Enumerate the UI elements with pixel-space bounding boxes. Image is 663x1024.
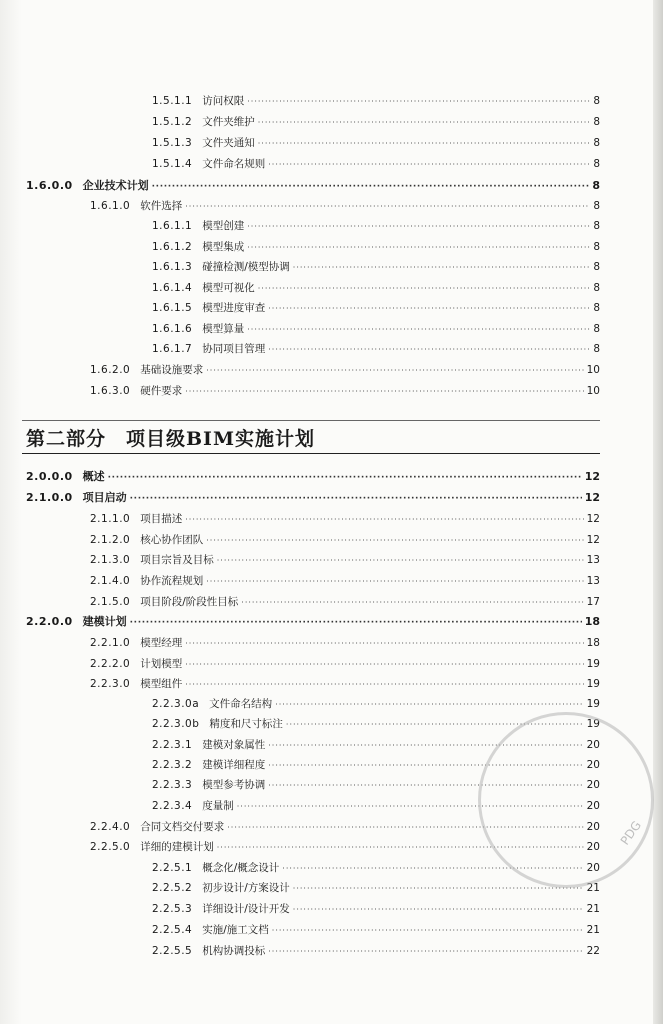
toc-entry-number: 2.2.0.0 bbox=[26, 615, 73, 628]
toc-entry-title: 计划模型 bbox=[140, 658, 183, 670]
toc-entry-number: 1.6.1.5 bbox=[152, 302, 193, 314]
toc-entry bbox=[152, 322, 600, 336]
toc-entry-page-number: 19 bbox=[586, 718, 600, 730]
page-left-shadow bbox=[0, 0, 22, 1024]
toc-entry-title: 项目阶段/阶段性目标 bbox=[140, 596, 239, 608]
toc-entry-number: 2.2.3.0a bbox=[152, 698, 200, 710]
toc-entry bbox=[152, 240, 600, 254]
toc-entry-title: 碰撞检测/模型协调 bbox=[202, 261, 290, 273]
toc-entry-title: 模型可视化 bbox=[202, 282, 255, 294]
toc-entry bbox=[90, 553, 600, 567]
toc-leader-dots bbox=[206, 364, 583, 378]
toc-leader-dots bbox=[247, 241, 590, 255]
toc-entry-page-number: 8 bbox=[592, 179, 600, 192]
toc-leader-dots bbox=[258, 282, 591, 296]
toc-leader-dots bbox=[217, 554, 584, 568]
toc-entry-title: 概念化/概念设计 bbox=[202, 862, 280, 874]
toc-entry bbox=[90, 574, 600, 588]
toc-entry-title: 精度和尺寸标注 bbox=[209, 718, 283, 730]
toc-entry-title: 项目启动 bbox=[82, 491, 127, 504]
toc-entry-page-number: 12 bbox=[584, 491, 600, 504]
toc-entry bbox=[152, 902, 600, 916]
toc-entry-page-number: 8 bbox=[593, 241, 600, 253]
toc-entry-page-number: 19 bbox=[586, 678, 600, 690]
toc-entry-number: 1.5.1.3 bbox=[152, 137, 193, 149]
toc-leader-dots bbox=[206, 534, 583, 548]
toc-entry bbox=[152, 881, 600, 895]
toc-entry-page-number: 8 bbox=[593, 343, 600, 355]
toc-entry bbox=[152, 157, 600, 171]
toc-entry bbox=[90, 657, 600, 671]
toc-leader-dots bbox=[130, 616, 582, 630]
toc-entry bbox=[152, 697, 600, 711]
toc-leader-dots bbox=[268, 945, 583, 959]
toc-entry-page-number: 20 bbox=[586, 779, 600, 791]
toc-entry-number: 1.6.2.0 bbox=[90, 364, 131, 376]
toc-entry-page-number: 8 bbox=[593, 220, 600, 232]
toc-entry-page-number: 8 bbox=[593, 137, 600, 149]
toc-entry-page-number: 10 bbox=[586, 364, 600, 376]
toc-entry-page-number: 21 bbox=[586, 903, 600, 915]
toc-leader-dots bbox=[206, 575, 583, 589]
toc-entry-number: 1.6.1.0 bbox=[90, 200, 131, 212]
toc-entry-title: 项目宗旨及目标 bbox=[140, 554, 214, 566]
toc-entry-title: 机构协调投标 bbox=[202, 945, 266, 957]
toc-entry-page-number: 8 bbox=[593, 200, 600, 212]
toc-entry bbox=[26, 491, 600, 505]
toc-entry-page-number: 20 bbox=[586, 739, 600, 751]
toc-entry-number: 2.2.5.3 bbox=[152, 903, 193, 915]
toc-leader-dots bbox=[241, 596, 583, 610]
toc-entry-title: 模型参考协调 bbox=[202, 779, 266, 791]
toc-leader-dots bbox=[185, 385, 583, 399]
library-stamp-watermark bbox=[478, 712, 654, 888]
toc-entry bbox=[152, 260, 600, 274]
toc-entry bbox=[26, 615, 600, 629]
toc-entry-number: 2.2.4.0 bbox=[90, 821, 131, 833]
toc-leader-dots bbox=[185, 678, 583, 692]
toc-entry-page-number: 12 bbox=[586, 534, 600, 546]
toc-leader-dots bbox=[247, 220, 590, 234]
toc-entry-title: 模型创建 bbox=[202, 220, 245, 232]
toc-entry-page-number: 12 bbox=[584, 470, 600, 483]
toc-entry bbox=[90, 533, 600, 547]
toc-leader-dots bbox=[258, 137, 591, 151]
toc-leader-dots bbox=[293, 261, 591, 275]
toc-entry-page-number: 17 bbox=[586, 596, 600, 608]
toc-entry-title: 建模计划 bbox=[82, 615, 127, 628]
toc-entry-page-number: 8 bbox=[593, 282, 600, 294]
toc-entry-number: 2.2.3.3 bbox=[152, 779, 193, 791]
toc-entry-title: 概述 bbox=[82, 470, 105, 483]
toc-entry-title: 基础设施要求 bbox=[140, 364, 204, 376]
toc-entry-number: 2.1.5.0 bbox=[90, 596, 131, 608]
toc-entry-title: 项目描述 bbox=[140, 513, 183, 525]
toc-entry bbox=[152, 281, 600, 295]
toc-entry-number: 2.1.4.0 bbox=[90, 575, 131, 587]
toc-entry-number: 2.2.3.2 bbox=[152, 759, 193, 771]
toc-entry-title: 协作流程规划 bbox=[140, 575, 204, 587]
toc-entry bbox=[152, 219, 600, 233]
toc-entry-title: 建模详细程度 bbox=[202, 759, 266, 771]
toc-entry-number: 2.2.3.1 bbox=[152, 739, 193, 751]
toc-entry bbox=[90, 636, 600, 650]
toc-entry bbox=[152, 301, 600, 315]
toc-entry-title: 详细的建模计划 bbox=[140, 841, 214, 853]
toc-leader-dots bbox=[268, 343, 590, 357]
toc-entry bbox=[152, 136, 600, 150]
toc-entry-title: 文件命名规则 bbox=[202, 158, 266, 170]
toc-entry-number: 2.1.2.0 bbox=[90, 534, 131, 546]
toc-entry-number: 2.1.1.0 bbox=[90, 513, 131, 525]
toc-entry-number: 1.6.1.6 bbox=[152, 323, 193, 335]
toc-entry-number: 1.6.1.3 bbox=[152, 261, 193, 273]
toc-entry-page-number: 20 bbox=[586, 841, 600, 853]
toc-entry-number: 2.2.5.5 bbox=[152, 945, 193, 957]
toc-leader-dots bbox=[185, 637, 583, 651]
toc-leader-dots bbox=[152, 180, 590, 194]
toc-leader-dots bbox=[268, 158, 590, 172]
toc-entry-page-number: 21 bbox=[586, 882, 600, 894]
page-right-edge bbox=[653, 0, 663, 1024]
toc-entry-page-number: 8 bbox=[593, 158, 600, 170]
toc-entry-page-number: 21 bbox=[586, 924, 600, 936]
toc-entry-number: 2.2.2.0 bbox=[90, 658, 131, 670]
toc-entry-number: 2.2.1.0 bbox=[90, 637, 131, 649]
toc-entry-page-number: 20 bbox=[586, 862, 600, 874]
toc-entry-title: 核心协作团队 bbox=[140, 534, 204, 546]
toc-entry-title: 文件夹通知 bbox=[202, 137, 255, 149]
toc-entry bbox=[26, 470, 600, 484]
toc-entry-number: 1.5.1.1 bbox=[152, 95, 193, 107]
toc-entry bbox=[90, 677, 600, 691]
toc-entry-title: 访问权限 bbox=[202, 95, 245, 107]
toc-entry bbox=[152, 923, 600, 937]
toc-entry bbox=[90, 512, 600, 526]
toc-entry-number: 1.5.1.2 bbox=[152, 116, 193, 128]
toc-leader-dots bbox=[275, 698, 583, 712]
toc-entry-title: 初步设计/方案设计 bbox=[202, 882, 290, 894]
toc-leader-dots bbox=[293, 903, 584, 917]
part-two-heading bbox=[22, 420, 600, 454]
toc-entry-number: 1.6.1.4 bbox=[152, 282, 193, 294]
toc-entry-title: 协同项目管理 bbox=[202, 343, 266, 355]
toc-entry-number: 1.5.1.4 bbox=[152, 158, 193, 170]
toc-leader-dots bbox=[272, 924, 584, 938]
toc-entry-title: 度量制 bbox=[202, 800, 234, 812]
toc-entry-page-number: 20 bbox=[586, 800, 600, 812]
toc-entry-number: 2.2.5.1 bbox=[152, 862, 193, 874]
toc-entry-number: 2.2.3.4 bbox=[152, 800, 193, 812]
toc-entry-number: 2.0.0.0 bbox=[26, 470, 73, 483]
toc-entry bbox=[90, 199, 600, 213]
toc-entry-title: 模型经理 bbox=[140, 637, 183, 649]
toc-entry-number: 2.2.5.0 bbox=[90, 841, 131, 853]
toc-entry-page-number: 19 bbox=[586, 698, 600, 710]
toc-entry-number: 2.2.3.0b bbox=[152, 718, 200, 730]
toc-entry bbox=[152, 342, 600, 356]
toc-leader-dots bbox=[268, 302, 590, 316]
toc-entry-page-number: 19 bbox=[586, 658, 600, 670]
toc-entry-title: 实施/施工文档 bbox=[202, 924, 269, 936]
toc-entry-title: 硬件要求 bbox=[140, 385, 183, 397]
toc-leader-dots bbox=[258, 116, 591, 130]
toc-entry bbox=[90, 363, 600, 377]
toc-leader-dots bbox=[108, 471, 582, 485]
toc-entry-title: 文件夹维护 bbox=[202, 116, 255, 128]
toc-entry-number: 1.6.1.2 bbox=[152, 241, 193, 253]
toc-entry-number: 2.2.5.4 bbox=[152, 924, 193, 936]
toc-entry-page-number: 8 bbox=[593, 261, 600, 273]
toc-entry-page-number: 13 bbox=[586, 554, 600, 566]
toc-leader-dots bbox=[185, 658, 583, 672]
watermark-text: PDG bbox=[617, 818, 645, 848]
toc-entry-page-number: 18 bbox=[586, 637, 600, 649]
toc-entry-page-number: 12 bbox=[586, 513, 600, 525]
toc-entry-number: 1.6.1.1 bbox=[152, 220, 193, 232]
toc-entry-page-number: 22 bbox=[586, 945, 600, 957]
toc-entry-title: 详细设计/设计开发 bbox=[202, 903, 290, 915]
toc-entry-title: 模型集成 bbox=[202, 241, 245, 253]
toc-entry bbox=[90, 595, 600, 609]
toc-entry-title: 建模对象属性 bbox=[202, 739, 266, 751]
toc-entry-title: 软件选择 bbox=[140, 200, 183, 212]
toc-entry-page-number: 8 bbox=[593, 323, 600, 335]
toc-entry bbox=[152, 94, 600, 108]
toc-entry-page-number: 18 bbox=[584, 615, 600, 628]
toc-entry-title: 文件命名结构 bbox=[209, 698, 273, 710]
toc-entry bbox=[90, 384, 600, 398]
toc-entry-title: 模型进度审查 bbox=[202, 302, 266, 314]
toc-entry bbox=[26, 179, 600, 193]
toc-entry-page-number: 8 bbox=[593, 116, 600, 128]
toc-entry-number: 2.2.5.2 bbox=[152, 882, 193, 894]
toc-entry-title: 模型组件 bbox=[140, 678, 183, 690]
toc-entry-number: 2.1.0.0 bbox=[26, 491, 73, 504]
toc-leader-dots bbox=[247, 323, 590, 337]
toc-entry-number: 1.6.1.7 bbox=[152, 343, 193, 355]
toc-entry-page-number: 20 bbox=[586, 759, 600, 771]
toc-leader-dots bbox=[185, 513, 583, 527]
toc-entry-number: 1.6.0.0 bbox=[26, 179, 73, 192]
toc-entry-number: 2.2.3.0 bbox=[90, 678, 131, 690]
toc-entry-page-number: 8 bbox=[593, 95, 600, 107]
toc-entry bbox=[152, 944, 600, 958]
toc-entry bbox=[152, 115, 600, 129]
toc-entry-title: 模型算量 bbox=[202, 323, 245, 335]
toc-entry-title: 合同文档交付要求 bbox=[140, 821, 225, 833]
toc-entry-number: 2.1.3.0 bbox=[90, 554, 131, 566]
toc-entry-page-number: 13 bbox=[586, 575, 600, 587]
toc-entry-page-number: 10 bbox=[586, 385, 600, 397]
toc-entry-page-number: 8 bbox=[593, 302, 600, 314]
part-two-title: 第二部分 项目级BIM实施计划 bbox=[26, 428, 315, 450]
toc-leader-dots bbox=[185, 200, 590, 214]
toc-leader-dots bbox=[247, 95, 590, 109]
toc-entry-page-number: 20 bbox=[586, 821, 600, 833]
toc-entry-number: 1.6.3.0 bbox=[90, 385, 131, 397]
toc-entry-title: 企业技术计划 bbox=[82, 179, 149, 192]
toc-leader-dots bbox=[130, 492, 582, 506]
